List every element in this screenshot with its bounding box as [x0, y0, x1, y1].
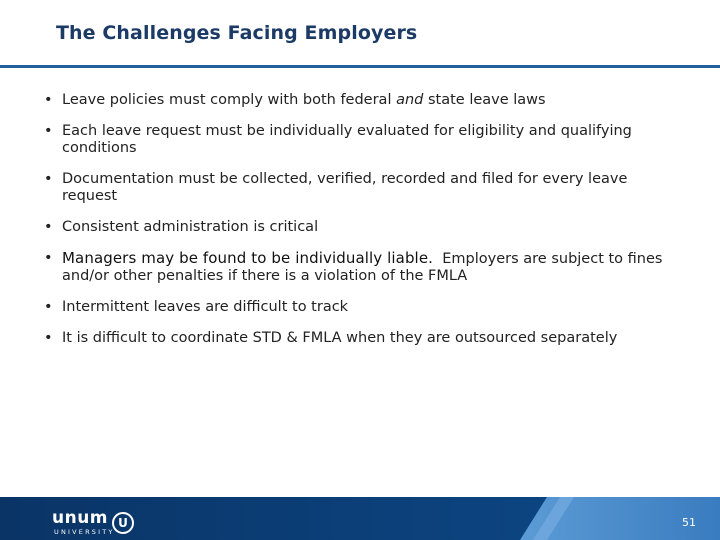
bullet-text: Intermittent leaves are difficult to track — [62, 299, 349, 315]
bullet-text: Each leave request must be individually evaluated for eligibility and qualifying conditions — [62, 123, 632, 156]
bullet-text: It is difficult to coordinate STD & FMLA when they are outsourced separately — [62, 330, 618, 346]
bullet-item — [44, 171, 684, 205]
bullet-text: Consistent administration is critical — [62, 219, 319, 235]
bullet-list — [44, 92, 684, 361]
bullet-icon: • — [44, 171, 53, 187]
bullet-item — [44, 219, 684, 236]
bullet-item — [44, 330, 684, 347]
unum-university-logo — [50, 509, 170, 539]
logo-badge-icon: U — [112, 512, 134, 534]
bullet-icon: • — [44, 330, 53, 346]
bullet-icon: • — [44, 250, 53, 266]
bullet-item — [44, 299, 684, 316]
slide-title: The Challenges Facing Employers — [56, 22, 418, 44]
title-divider — [0, 65, 720, 68]
bullet-item — [44, 123, 684, 157]
bullet-text: Documentation must be collected, verified, recorded and filed for every leave request — [62, 171, 628, 204]
bullet-item — [44, 92, 684, 109]
bullet-icon: • — [44, 299, 53, 315]
bullet-item — [44, 250, 684, 285]
logo-wordmark: unum — [52, 508, 109, 528]
logo-subtext: UNIVERSITY — [54, 528, 115, 536]
bullet-text: Managers may be found to be individually liable. Employers are subject to fines and/or other penalties if there is a violation of the FMLA — [62, 249, 668, 284]
bullet-icon: • — [44, 123, 53, 139]
page-number: 51 — [682, 516, 696, 529]
bullet-text: Leave policies must comply with both federal and state leave laws — [62, 92, 546, 108]
bullet-icon: • — [44, 92, 53, 108]
bullet-icon: • — [44, 219, 53, 235]
